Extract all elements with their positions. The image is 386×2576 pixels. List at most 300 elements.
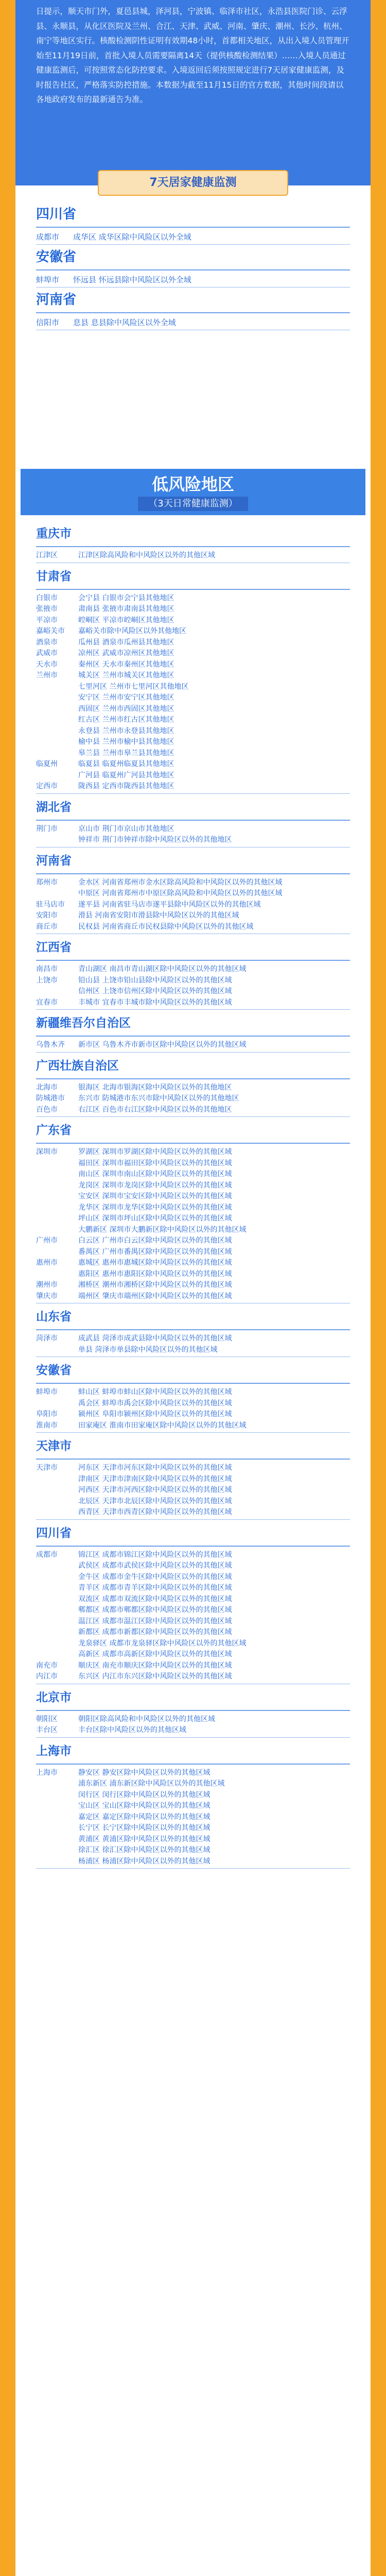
area-entry bbox=[15, 1561, 371, 1572]
province-heading: 四川省 bbox=[36, 207, 77, 222]
area-description: 河西区 天津市河西区除中风险区以外的其他区域 bbox=[78, 1486, 232, 1494]
city-name bbox=[36, 1169, 78, 1180]
area-entry bbox=[15, 1834, 371, 1845]
low-risk-banner bbox=[21, 469, 365, 515]
area-description: 民权县 河南省商丘市民权县除中风险区以外的其他区域 bbox=[78, 922, 254, 931]
area-entry bbox=[15, 1768, 371, 1779]
area-description: 禹会区 蚌埠市禹会区除中风险区以外的其他区域 bbox=[78, 1399, 232, 1408]
area-description: 红古区 兰州市红古区其他地区 bbox=[78, 716, 174, 724]
area-entry bbox=[15, 704, 371, 715]
province-heading: 广东省 bbox=[36, 1124, 72, 1137]
section-divider bbox=[36, 1009, 350, 1010]
area-description: 成华区 成华区除中风险区以外全域 bbox=[73, 232, 191, 242]
area-entry bbox=[15, 637, 371, 649]
city-name bbox=[36, 1561, 78, 1572]
city-name bbox=[36, 1834, 78, 1845]
city-name: 乌鲁木齐 bbox=[36, 1041, 65, 1049]
area-entry bbox=[15, 1856, 371, 1868]
city-name bbox=[36, 1225, 78, 1236]
area-description: 顺庆区 南充市顺庆区除中风险区以外的其他区域 bbox=[78, 1661, 232, 1670]
area-entry bbox=[15, 1778, 371, 1790]
area-entry bbox=[15, 997, 371, 1009]
area-description: 信州区 上饶市信州区除中风险区以外的其他区域 bbox=[78, 987, 232, 995]
area-entry bbox=[15, 1247, 371, 1258]
notice-paragraph: 日提示，顺天市门外，夏邑县城，泽河县，宁波镇、临泽市社区，永浩县医院门诊、云浮县、永顺县，从化区医院及兰州、合江、天津、武威、河南、肇庆、潮州、长沙、杭州、南宁等地区实行。核酸检测阴性证明有效期48小时，首都相关地区，从出入境人员管理开始至11月19日前，首批入境人员需要隔离14天（提供核酸检测结果）……入境人员通过健康监测后，可按照常态化防控要求。入境返回后须按照规定进行7天居家健康监测，及时报告社区，严格落实防控措施。本数据为截至11月15日的官方数据，其他时间段请以各地政府发布的最新通告为准。 bbox=[15, 0, 371, 185]
city-name bbox=[36, 1180, 78, 1192]
area-entry bbox=[15, 1801, 371, 1812]
area-entry bbox=[15, 1616, 371, 1628]
province-heading: 河南省 bbox=[36, 854, 72, 868]
city-name: 临夏州 bbox=[36, 760, 58, 768]
area-description: 大鹏新区 深圳市大鹏新区除中风险区以外的其他区域 bbox=[78, 1225, 247, 1234]
city-name: 潮州市 bbox=[36, 1281, 58, 1289]
city-name: 武威市 bbox=[36, 649, 58, 657]
province-heading: 甘肃省 bbox=[36, 569, 72, 583]
area-description: 宝安区 深圳市宝安区除中风险区以外的其他区域 bbox=[78, 1192, 232, 1200]
area-description: 西固区 兰州市西固区其他地区 bbox=[78, 704, 174, 713]
city-name bbox=[36, 1605, 78, 1616]
city-name bbox=[36, 1247, 78, 1258]
city-name: 百色市 bbox=[36, 1105, 58, 1114]
province-divider bbox=[36, 1546, 350, 1547]
area-description: 息县 息县除中风险区以外全域 bbox=[73, 318, 176, 327]
area-entry bbox=[15, 1291, 371, 1302]
area-description: 惠城区 惠州市惠城区除中风险区以外的其他区域 bbox=[78, 1259, 232, 1267]
city-name: 嘉峪关市 bbox=[36, 627, 65, 635]
area-description: 惠阳区 惠州市惠阳区除中风险区以外的其他区域 bbox=[78, 1269, 232, 1278]
area-entry bbox=[15, 670, 371, 682]
area-entry bbox=[15, 824, 371, 835]
city-name: 南充市 bbox=[36, 1661, 58, 1670]
area-description: 安宁区 兰州市安宁区其他地区 bbox=[78, 693, 174, 702]
area-description: 丰台区除中风险区以外的其他区域 bbox=[78, 1726, 186, 1734]
area-entry bbox=[15, 1605, 371, 1616]
province-heading: 河南省 bbox=[36, 292, 77, 308]
area-entry bbox=[15, 1507, 371, 1518]
province-heading: 江西省 bbox=[36, 941, 72, 954]
area-description: 北辰区 天津市北辰区除中风险区以外的其他区域 bbox=[78, 1497, 232, 1505]
province-divider bbox=[36, 1329, 350, 1330]
area-description: 榆中县 兰州市榆中县其他地区 bbox=[78, 738, 174, 746]
area-entry bbox=[15, 1169, 371, 1180]
city-name: 南昌市 bbox=[36, 965, 58, 973]
province-heading: 北京市 bbox=[36, 1690, 72, 1704]
low-risk-subtitle: （3天日常健康监测） bbox=[138, 497, 248, 511]
area-description: 杨浦区 杨浦区除中风险区以外的其他区域 bbox=[78, 1857, 210, 1866]
city-name: 蚌埠市 bbox=[36, 1388, 58, 1396]
province-heading: 湖北省 bbox=[36, 800, 72, 814]
area-entry bbox=[15, 1474, 371, 1485]
area-entry bbox=[15, 1649, 371, 1660]
section-divider bbox=[36, 1737, 350, 1738]
city-name: 深圳市 bbox=[36, 1148, 58, 1156]
city-name: 江津区 bbox=[36, 551, 58, 560]
area-entry bbox=[15, 1333, 371, 1345]
province-divider bbox=[36, 820, 350, 821]
area-description: 青山湖区 南昌市青山湖区除中风险区以外的其他区域 bbox=[78, 965, 247, 973]
city-name: 定西市 bbox=[36, 782, 58, 790]
city-name bbox=[36, 888, 78, 900]
area-description: 田家庵区 淮南市田家庵区除中风险区以外的其他区域 bbox=[78, 1421, 247, 1430]
area-entry bbox=[15, 1550, 371, 1561]
city-name bbox=[36, 1345, 78, 1356]
area-description: 中原区 河南省郑州市中原区除高风险和中风险区以外的其他区域 bbox=[78, 889, 283, 897]
province-divider bbox=[36, 1078, 350, 1079]
area-description: 端州区 肇庆市端州区除中风险区以外的其他区域 bbox=[78, 1292, 232, 1300]
province-divider bbox=[36, 546, 350, 547]
area-entry bbox=[15, 1040, 371, 1051]
city-name: 丰台区 bbox=[36, 1726, 58, 1734]
city-name bbox=[36, 1778, 78, 1790]
city-name bbox=[36, 1572, 78, 1583]
city-name bbox=[36, 1790, 78, 1801]
area-entry bbox=[15, 1845, 371, 1856]
city-name: 酒泉市 bbox=[36, 638, 58, 647]
city-name: 成都市 bbox=[36, 1550, 58, 1559]
city-name: 上海市 bbox=[36, 1768, 58, 1777]
city-name: 阜阳市 bbox=[36, 1410, 58, 1418]
city-name bbox=[36, 704, 78, 715]
area-description: 滑县 河南省安阳市滑县除中风险区以外的其他区域 bbox=[78, 911, 239, 920]
province-divider bbox=[36, 1764, 350, 1765]
city-name: 天津市 bbox=[36, 1464, 58, 1472]
area-entry bbox=[15, 964, 371, 975]
city-name: 惠州市 bbox=[36, 1259, 58, 1267]
area-entry bbox=[15, 1496, 371, 1507]
area-entry bbox=[15, 737, 371, 748]
area-description: 临夏县 临夏州临夏县其他地区 bbox=[78, 760, 174, 768]
section-divider bbox=[36, 847, 350, 848]
area-description: 新市区 乌鲁木齐市新市区除中风险区以外的其他区域 bbox=[78, 1041, 247, 1049]
area-description: 秦州区 天水市秦州区其他地区 bbox=[78, 660, 174, 669]
city-name: 平凉市 bbox=[36, 616, 58, 624]
section-divider bbox=[36, 1052, 350, 1053]
province-heading: 安徽省 bbox=[36, 1364, 72, 1377]
city-name bbox=[36, 1616, 78, 1628]
city-name: 朝阳区 bbox=[36, 1715, 58, 1723]
area-description: 皋兰县 兰州市皋兰县其他地区 bbox=[78, 749, 174, 757]
area-entry bbox=[15, 1180, 371, 1192]
area-entry bbox=[15, 316, 371, 329]
area-description: 城关区 兰州市城关区其他地区 bbox=[78, 671, 174, 680]
area-entry bbox=[15, 1812, 371, 1823]
section-divider bbox=[36, 1432, 350, 1433]
area-description: 蚌山区 蚌埠市蚌山区除中风险区以外的其他区域 bbox=[78, 1388, 232, 1396]
city-name bbox=[36, 1496, 78, 1507]
area-description: 钟祥市 荆门市钟祥市除中风险区以外的其他地区 bbox=[78, 836, 232, 844]
area-entry bbox=[15, 748, 371, 759]
city-name bbox=[36, 1845, 78, 1856]
area-entry bbox=[15, 1093, 371, 1105]
area-entry bbox=[15, 781, 371, 792]
province-heading: 山东省 bbox=[36, 1310, 72, 1324]
area-entry bbox=[15, 615, 371, 626]
city-name bbox=[36, 1801, 78, 1812]
city-name bbox=[36, 726, 78, 737]
area-description: 金水区 河南省郑州市金水区除高风险和中风险区以外的其他区域 bbox=[78, 878, 283, 887]
area-entry bbox=[15, 1638, 371, 1650]
area-description: 津南区 天津市津南区除中风险区以外的其他区域 bbox=[78, 1475, 232, 1483]
city-name: 荆门市 bbox=[36, 824, 58, 833]
city-name bbox=[36, 1474, 78, 1485]
area-entry bbox=[15, 692, 371, 704]
city-name bbox=[36, 1485, 78, 1496]
area-description: 崆峒区 平凉市崆峒区其他地区 bbox=[78, 616, 174, 624]
city-name: 信阳市 bbox=[36, 318, 60, 327]
area-entry bbox=[15, 1409, 371, 1420]
area-entry bbox=[15, 1671, 371, 1683]
area-description: 西青区 天津市西青区除中风险区以外的其他区域 bbox=[78, 1508, 232, 1516]
city-name bbox=[36, 692, 78, 704]
province-divider bbox=[36, 873, 350, 874]
city-name bbox=[36, 715, 78, 726]
city-name: 驻马店市 bbox=[36, 900, 65, 909]
province-divider bbox=[36, 312, 350, 313]
city-name: 白银市 bbox=[36, 594, 58, 602]
area-description: 高新区 成都市高新区除中风险区以外的其他区域 bbox=[78, 1650, 232, 1658]
area-description: 坪山区 深圳市坪山区除中风险区以外的其他区域 bbox=[78, 1214, 232, 1223]
area-entry bbox=[15, 550, 371, 562]
city-name: 淮南市 bbox=[36, 1421, 58, 1430]
area-entry bbox=[15, 1725, 371, 1736]
area-entry bbox=[15, 626, 371, 637]
province-heading: 上海市 bbox=[36, 1744, 72, 1758]
province-heading: 安徽省 bbox=[36, 249, 77, 265]
area-entry bbox=[15, 231, 371, 243]
area-entry bbox=[15, 1258, 371, 1269]
area-entry bbox=[15, 1280, 371, 1291]
area-description: 陇西县 定西市陇西县其他地区 bbox=[78, 782, 174, 790]
city-name bbox=[36, 1812, 78, 1823]
province-divider bbox=[36, 1036, 350, 1037]
area-entry bbox=[15, 593, 371, 604]
area-description: 遂平县 河南省驻马店市遂平县除中风险区以外的其他区域 bbox=[78, 900, 261, 909]
area-description: 铅山县 上饶市铅山县除中风险区以外的其他区域 bbox=[78, 976, 232, 985]
province-divider bbox=[36, 589, 350, 590]
area-entry bbox=[15, 910, 371, 922]
area-description: 黄浦区 黄浦区除中风险区以外的其他区域 bbox=[78, 1835, 210, 1843]
city-name bbox=[36, 986, 78, 997]
city-name bbox=[36, 1627, 78, 1638]
area-description: 锦江区 成都市锦江区除中风险区以外的其他区域 bbox=[78, 1550, 232, 1559]
low-risk-title: 低风险地区 bbox=[151, 474, 234, 494]
area-entry bbox=[15, 888, 371, 900]
area-description: 东兴市 防城港市东兴市除中风险区以外的其他地区 bbox=[78, 1094, 239, 1103]
city-name: 北海市 bbox=[36, 1083, 58, 1092]
area-entry bbox=[15, 1147, 371, 1158]
area-description: 双流区 成都市双流区除中风险区以外的其他区域 bbox=[78, 1595, 232, 1603]
area-description: 宝山区 宝山区除中风险区以外的其他区域 bbox=[78, 1802, 210, 1810]
section-divider bbox=[36, 1519, 350, 1520]
section-divider bbox=[36, 244, 350, 245]
province-divider bbox=[36, 1143, 350, 1144]
city-name bbox=[36, 682, 78, 693]
health-monitor-header: 7天居家健康监测 bbox=[98, 170, 288, 196]
city-name bbox=[36, 737, 78, 748]
area-description: 闵行区 闵行区除中风险区以外的其他区域 bbox=[78, 1790, 210, 1799]
area-description: 郫都区 成都市郫都区除中风险区以外的其他区域 bbox=[78, 1606, 232, 1614]
area-description: 番禺区 广州市番禺区除中风险区以外的其他区域 bbox=[78, 1247, 232, 1256]
city-name bbox=[36, 1583, 78, 1594]
area-description: 武侯区 成都市武侯区除中风险区以外的其他区域 bbox=[78, 1562, 232, 1570]
area-description: 永登县 兰州市永登县其他地区 bbox=[78, 726, 174, 735]
province-divider bbox=[36, 1459, 350, 1460]
area-entry bbox=[15, 1660, 371, 1672]
city-name bbox=[36, 1856, 78, 1868]
area-description: 湘桥区 潮州市湘桥区除中风险区以外的其他区域 bbox=[78, 1281, 232, 1289]
area-description: 龙泉驿区 成都市龙泉驿区除中风险区以外的其他区域 bbox=[78, 1639, 247, 1648]
city-name bbox=[36, 1213, 78, 1225]
province-divider bbox=[36, 1383, 350, 1384]
area-entry bbox=[15, 1225, 371, 1236]
area-entry bbox=[15, 1398, 371, 1410]
area-entry bbox=[15, 1594, 371, 1605]
city-name: 成都市 bbox=[36, 232, 60, 242]
province-heading: 天津市 bbox=[36, 1439, 72, 1453]
area-description: 南山区 深圳市南山区除中风险区以外的其他区域 bbox=[78, 1170, 232, 1178]
section-divider bbox=[36, 793, 350, 794]
area-entry bbox=[15, 1583, 371, 1594]
city-name: 郑州市 bbox=[36, 878, 58, 887]
area-entry bbox=[15, 1158, 371, 1170]
area-description: 福田区 深圳市福田区除中风险区以外的其他区域 bbox=[78, 1159, 232, 1167]
province-divider bbox=[36, 269, 350, 270]
city-name bbox=[36, 1823, 78, 1834]
area-description: 广河县 临夏州广河县其他地区 bbox=[78, 771, 174, 779]
area-entry bbox=[15, 922, 371, 933]
city-name: 商丘市 bbox=[36, 922, 58, 931]
city-name bbox=[36, 1398, 78, 1410]
city-name: 广州市 bbox=[36, 1236, 58, 1245]
city-name: 兰州市 bbox=[36, 671, 58, 680]
health-monitor-list bbox=[15, 202, 371, 464]
city-name: 安阳市 bbox=[36, 911, 58, 920]
area-entry bbox=[15, 1105, 371, 1116]
city-name: 内江市 bbox=[36, 1672, 58, 1681]
area-description: 温江区 成都市温江区除中风险区以外的其他区域 bbox=[78, 1617, 232, 1625]
area-description: 单县 菏泽市单县除中风险区以外的其他区域 bbox=[78, 1345, 218, 1354]
city-name: 上饶市 bbox=[36, 976, 58, 985]
area-description: 长宁区 长宁区除中风险区以外的其他区域 bbox=[78, 1824, 210, 1832]
area-description: 龙华区 深圳市龙华区除中风险区以外的其他区域 bbox=[78, 1203, 232, 1212]
area-entry bbox=[15, 877, 371, 889]
province-heading: 重庆市 bbox=[36, 527, 72, 540]
city-name bbox=[36, 1158, 78, 1170]
area-description: 浦东新区 浦东新区除中风险区以外的其他区域 bbox=[78, 1780, 225, 1788]
city-name: 蚌埠市 bbox=[36, 275, 60, 284]
area-description: 新都区 成都市新都区除中风险区以外的其他区域 bbox=[78, 1628, 232, 1636]
area-description: 朝阳区除高风险和中风险区以外的其他区域 bbox=[78, 1715, 215, 1723]
area-description: 丰城市 宜春市丰城市除中风险区以外的其他区域 bbox=[78, 998, 232, 1007]
area-description: 怀远县 怀远县除中风险区以外全域 bbox=[73, 275, 191, 284]
area-description: 河东区 天津市河东区除中风险区以外的其他区域 bbox=[78, 1464, 232, 1472]
city-name bbox=[36, 835, 78, 846]
city-name: 菏泽市 bbox=[36, 1334, 58, 1343]
area-entry bbox=[15, 1627, 371, 1638]
area-entry bbox=[15, 1191, 371, 1202]
area-description: 银海区 北海市银海区除中风险区以外的其他地区 bbox=[78, 1083, 232, 1092]
city-name: 张掖市 bbox=[36, 605, 58, 613]
city-name bbox=[36, 1191, 78, 1202]
area-entry bbox=[15, 975, 371, 987]
area-entry bbox=[15, 682, 371, 693]
area-entry bbox=[15, 900, 371, 911]
area-description: 会宁县 白银市会宁县其他地区 bbox=[78, 594, 174, 602]
area-description: 江津区除高风险和中风险区以外的其他区域 bbox=[78, 551, 215, 560]
area-entry bbox=[15, 274, 371, 286]
city-name: 宜春市 bbox=[36, 998, 58, 1007]
area-entry bbox=[15, 1714, 371, 1725]
area-entry bbox=[15, 1387, 371, 1398]
section-divider bbox=[36, 1116, 350, 1117]
area-description: 京山市 荆门市京山市其他地区 bbox=[78, 824, 174, 833]
area-entry bbox=[15, 1790, 371, 1801]
area-description: 凉州区 武威市凉州区其他地区 bbox=[78, 649, 174, 657]
area-entry bbox=[15, 1823, 371, 1834]
city-name bbox=[36, 770, 78, 782]
area-entry bbox=[15, 1485, 371, 1496]
province-heading: 新疆维吾尔自治区 bbox=[36, 1016, 131, 1030]
area-entry bbox=[15, 1082, 371, 1094]
province-divider bbox=[36, 960, 350, 961]
area-description: 东兴区 内江市东兴区除中风险区以外的其他区域 bbox=[78, 1672, 232, 1681]
area-description: 白云区 广州市白云区除中风险区以外的其他区域 bbox=[78, 1236, 232, 1245]
province-divider bbox=[36, 1710, 350, 1711]
city-name bbox=[36, 1269, 78, 1280]
province-divider bbox=[36, 227, 350, 228]
city-name bbox=[36, 748, 78, 759]
city-name: 天水市 bbox=[36, 660, 58, 669]
city-name: 肇庆市 bbox=[36, 1292, 58, 1300]
city-name bbox=[36, 1507, 78, 1518]
area-description: 颍州区 阜阳市颍州区除中风险区以外的其他区域 bbox=[78, 1410, 232, 1418]
province-heading: 广西壮族自治区 bbox=[36, 1059, 119, 1073]
area-entry bbox=[15, 770, 371, 782]
area-entry bbox=[15, 726, 371, 737]
area-description: 七里河区 兰州市七里河区其他地区 bbox=[78, 682, 189, 691]
area-entry bbox=[15, 759, 371, 770]
area-description: 龙岗区 深圳市龙岗区除中风险区以外的其他区域 bbox=[78, 1181, 232, 1190]
low-risk-list bbox=[15, 520, 371, 2576]
area-entry bbox=[15, 1235, 371, 1247]
section-divider bbox=[36, 1868, 350, 1869]
area-description: 青羊区 成都市青羊区除中风险区以外的其他区域 bbox=[78, 1584, 232, 1592]
area-entry bbox=[15, 1572, 371, 1583]
area-entry bbox=[15, 648, 371, 659]
area-description: 右江区 百色市右江区除中风险区以外的其他地区 bbox=[78, 1105, 232, 1114]
area-entry bbox=[15, 986, 371, 997]
area-description: 瓜州县 酒泉市瓜州县其他地区 bbox=[78, 638, 174, 647]
area-entry bbox=[15, 1463, 371, 1474]
area-entry bbox=[15, 1202, 371, 1214]
area-entry bbox=[15, 604, 371, 615]
province-heading: 四川省 bbox=[36, 1526, 72, 1540]
area-entry bbox=[15, 715, 371, 726]
city-name bbox=[36, 1638, 78, 1650]
area-description: 成武县 菏泽市成武县除中风险区以外的其他区域 bbox=[78, 1334, 232, 1343]
area-description: 静安区 静安区除中风险区以外的其他区域 bbox=[78, 1768, 210, 1777]
area-description: 金牛区 成都市金牛区除中风险区以外的其他区域 bbox=[78, 1572, 232, 1581]
area-description: 嘉峪关市除中风险区以外其他地区 bbox=[78, 627, 186, 635]
area-entry bbox=[15, 659, 371, 671]
area-entry bbox=[15, 835, 371, 846]
area-entry bbox=[15, 1420, 371, 1432]
area-entry bbox=[15, 1345, 371, 1356]
city-name bbox=[36, 1202, 78, 1214]
area-description: 罗湖区 深圳市罗湖区除中风险区以外的其他区域 bbox=[78, 1148, 232, 1156]
area-entry bbox=[15, 1269, 371, 1280]
area-entry bbox=[15, 1213, 371, 1225]
